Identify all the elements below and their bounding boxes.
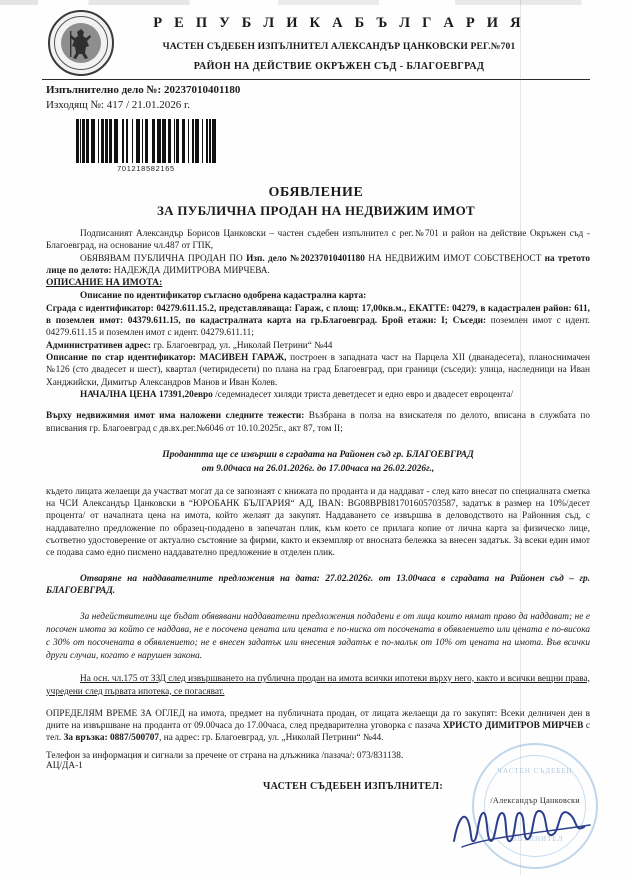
barcode-number: 701218582165 xyxy=(117,164,175,173)
declaration-third-party-label: на третото лице по делото: xyxy=(46,253,590,277)
encumbrances-value: Възбрана в полза на взискателя по делото, вписана в службата по вписвания гр. Благоевград с дв.вх.рег.№6046 от 10.10.2025г., акт 87, том II; xyxy=(46,411,590,434)
viewing-text-2: с тел. xyxy=(46,720,590,744)
reference-code: АЦ/ДА-1 xyxy=(46,760,83,771)
declaration-paragraph xyxy=(46,253,590,278)
signatory-name: /Александър Цанковски xyxy=(490,795,580,805)
old-identifier-type: МАСИВЕН ГАРАЖ, xyxy=(195,352,287,363)
neighbors-label: Съседи: xyxy=(452,315,487,326)
encumbrances-paragraph xyxy=(46,410,590,435)
barcode-image xyxy=(76,119,216,163)
header-titles xyxy=(88,15,590,72)
declaration-owner-name: НАДЕЖДА ДИМИТРОВА МИРЧЕВА. xyxy=(111,266,270,277)
address-value: гр. Благоевград, ул. „Николай Петрини“ №44 xyxy=(150,340,333,351)
declaration-mid: НА НЕДВИЖИМ ИМОТ СОБСТВЕНОСТ xyxy=(364,253,545,264)
encumbrances-label: Върху недвижимия имот има наложени следните тежести: xyxy=(46,411,305,422)
title-line-1: ОБЯВЛЕНИЕ xyxy=(268,185,364,200)
old-identifier-label: Описание по стар идентификатор: xyxy=(46,352,196,363)
participation-paragraph: където лицата желаещи да участват могат да се запознаят с книжата по проданта и да наддават - след като внесат по специалната сметка на ЧСИ Александър Цанковски в “ЮРОБАНК БЪЛГАРИЯ“ АД, IBAN: BG08BPBI81701605703587, задатък в размер на 10%/десет процента/ от началната цена на имота, който желаят да закупят. Наддаването се извършва в деловодството на Районния съд, с наддавателно предложение по образец-подадено в запечатан плик, към което се прилага копие от лична карта за физическо лице, съответно удостоверение от актуално състояние за фирми, както и екземпляр от вносната бележка за внесен задатък. За всеки един имот се подава само едно писмено наддавателно предложение в отделен плик. xyxy=(46,486,590,559)
bid-opening-paragraph: Отваряне на наддавателните предложения на дата: 27.02.2026г. от 13.00часа в сградата на Районен съд – гр. БЛАГОЕВГРАД. xyxy=(46,573,590,597)
sale-period-line: от 9.00часа на 26.01.2026г. до 17.00часа на 26.02.2026г., xyxy=(201,464,435,475)
contact-phone: За връзка: 0887/500707 xyxy=(63,733,160,744)
scan-fold-line xyxy=(520,0,521,875)
zzd-article-paragraph: На осн. чл.175 от ЗЗД след извършването на публична продан на имота всички ипотеки върху него, както и всички вещни права, учредени след първата ипотека, се погасяват. xyxy=(46,673,590,697)
document-title xyxy=(0,185,632,219)
bailiff-chamber-seal-icon xyxy=(48,10,114,76)
address-label: Административен адрес: xyxy=(46,340,151,351)
bailiff-office-line: ЧАСТЕН СЪДЕБЕН ИЗПЪЛНИТЕЛ АЛЕКСАНДЪР ЦАНКОВСКИ РЕГ.№701 xyxy=(162,41,516,52)
initial-price-value: НАЧАЛНА ЦЕНА 17391,20евро xyxy=(80,390,213,401)
property-keeper-name: ХРИСТО ДИМИТРОВ МИРЧЕВ xyxy=(442,720,584,731)
viewing-label: ОПРЕДЕЛЯМ ВРЕМЕ ЗА ОГЛЕД xyxy=(46,708,185,719)
info-phone-line: Телефон за информация и сигнали за пречене от страна на длъжника /пазача/: 073/831138. xyxy=(46,750,404,761)
building-description xyxy=(46,303,590,340)
building-identifier-value: 04279.611.15.2, представляваща: Гараж, с площ: 17,00кв.м., ЕКАТТЕ: 04279, в кадастрален район: 611, в поземлен имот: 04379.611.15, по кадастралната карта на гр.Благоевград. Брой етажи: I; xyxy=(46,303,590,326)
document-body xyxy=(0,228,632,751)
intro-paragraph: Подписаният Александър Борисов Цанковски – частен съдебен изпълнител с рег.№701 и район на действие Окръжен съд - Благоевград, на основание чл.487 от ГПК, xyxy=(46,229,590,252)
signature-title: ЧАСТЕН СЪДЕБЕН ИЗПЪЛНИТЕЛ: xyxy=(262,780,444,792)
signature-title-line xyxy=(46,780,590,805)
old-identifier-details: построен в западната част на Парцела XII (дванадесета), планоснимачен №126 (сто двадесет и шест), квартал (четиридесети) по плана на град Благоевград, при граници (съседи): улица, наследници на Иван Ханджийски, Димитър Александров Манов и Иван Колев. xyxy=(46,352,591,388)
viewing-text-3: , на адрес: гр. Благоевград, ул. „Николай Петрини“ №44. xyxy=(159,733,384,744)
initial-price-paragraph xyxy=(46,389,590,401)
barcode-block xyxy=(76,119,216,173)
stamp-bottom-text: ИЗПЪЛНИТЕЛ xyxy=(506,835,564,843)
declaration-prefix: ОБЯВЯВАМ ПУБЛИЧНА ПРОДАН ПО xyxy=(80,253,247,264)
viewing-text-1: на имота, предмет на публичната продан, от лицата желаещи да го закупят: Всеки делничен ден в дните на извършване на проданта от 09.00часа до 17.00часа, след предварителна уговорка с пазача xyxy=(46,708,590,731)
declaration-case-number: Изп. дело №20237010401180 xyxy=(246,253,365,264)
property-description-heading: ОПИСАНИЕ НА ИМОТА: xyxy=(46,277,163,289)
neighbors-value: поземлен имот с идент. 04279.611.15 и поземлен имот с идент. 04279.611.11; xyxy=(46,315,590,339)
handwritten-signature-icon xyxy=(448,797,598,857)
document-header xyxy=(0,0,632,72)
stamp-top-text: ЧАСТЕН СЪДЕБЕН xyxy=(497,767,573,775)
case-number: Изпълнително дело №: 20237010401180 xyxy=(46,84,241,96)
cadastre-subheading: Описание по идентификатор съгласно одобрена кадастрална карта: xyxy=(80,291,367,302)
country-title: Р Е П У Б Л И К А Б Ъ Л Г А Р И Я xyxy=(153,15,525,31)
title-line-2: ЗА ПУБЛИЧНА ПРОДАН НА НЕДВИЖИМ ИМОТ xyxy=(156,203,476,218)
district-line: РАЙОН НА ДЕЙСТВИЕ ОКРЪЖЕН СЪД - БЛАГОЕВГРАД xyxy=(193,61,485,72)
building-identifier-label: Сграда с идентификатор: xyxy=(46,303,154,314)
sale-venue-line: Продантта ще се извърши в сградата на Районен съд гр. БЛАГОЕВГРАД xyxy=(162,450,474,461)
outgoing-number: Изходящ №: 417 / 21.01.2026 г. xyxy=(46,99,191,111)
viewing-time-paragraph xyxy=(46,708,590,745)
invalid-bids-paragraph: За недействителни ще бъдат обявявани наддавателни предложения подадени е от лица които нямат право да наддават; не е посочен имота за който се наддава, не е посочена цената или цената е по-ниска от посочената в обявлението или цената е по-висока с 30% от посочената в обявлението; не е внесен задатък или внесения задатък е по-малък от 10% от цената на имота. Във всички други случаи, когато е нарушен закона. xyxy=(46,611,590,662)
administrative-address xyxy=(46,340,590,352)
sale-venue-block xyxy=(46,448,590,477)
initial-price-words: /седемнадесет хиляди триста деветдесет и едно евро и двадесет евроцента/ xyxy=(212,390,514,401)
old-identifier-description xyxy=(46,352,590,389)
document-footer xyxy=(0,750,632,805)
case-block xyxy=(0,80,632,111)
